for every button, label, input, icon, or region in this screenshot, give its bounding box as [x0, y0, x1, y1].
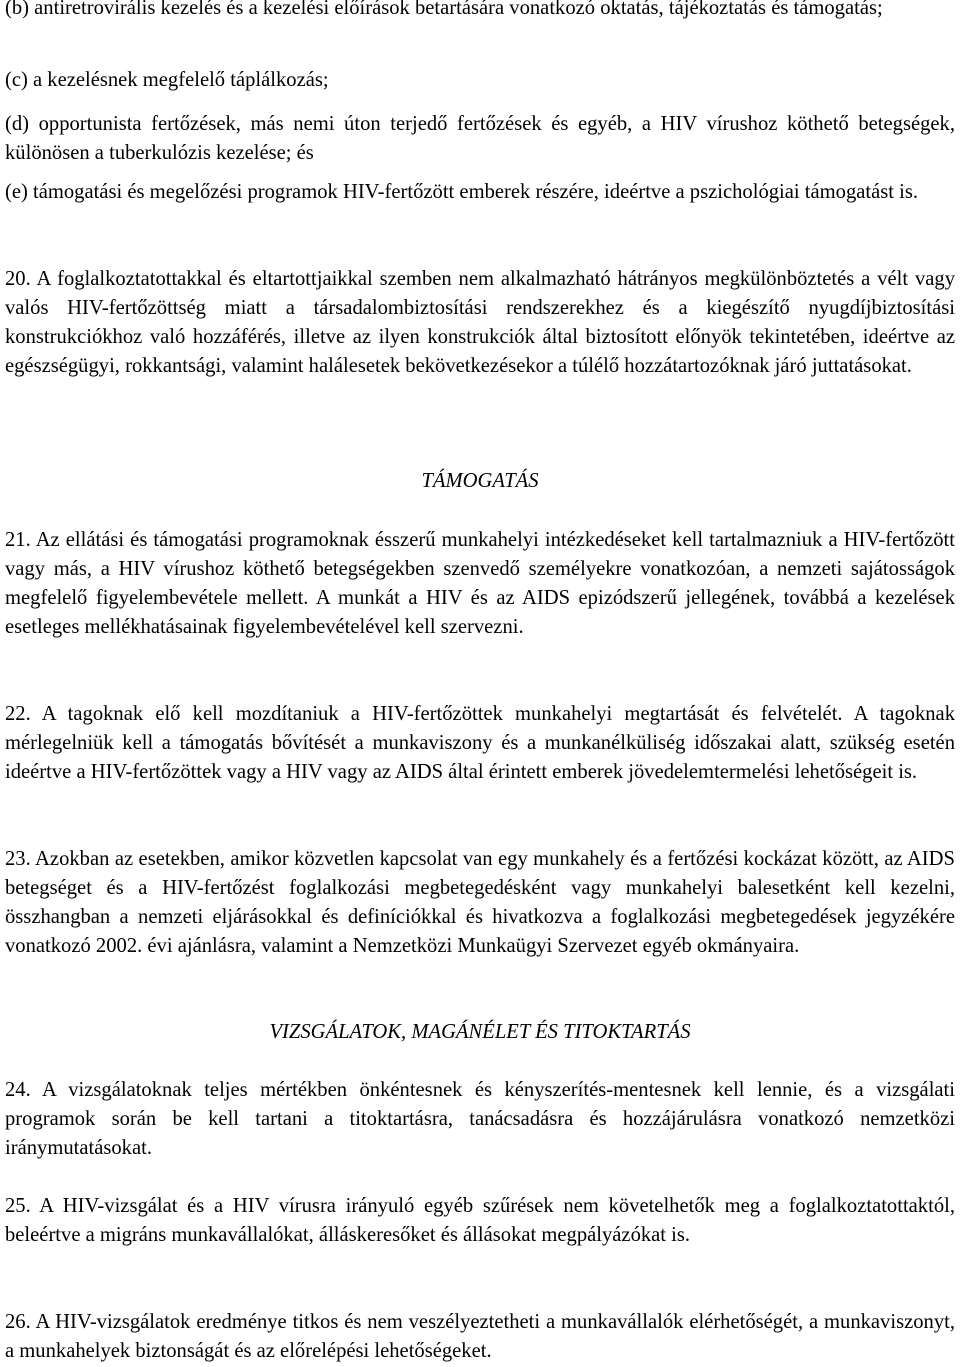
paragraph-20: 20. A foglalkoztatottakkal és eltartottjaikkal szemben nem alkalmazható hátrányos megkülönböztetés a vélt vagy valós HIV-fertőzöttség miatt a társadalombiztosítási rendszerekhez és a kiegészítő nyugdíjbiztosítási konstrukciókhoz való hozzáférés, illetve az ilyen konstrukciók által biztosított előnyök tekintetében, ideértve az egészségügyi, rokkantsági, valamint halálesetek bekövetkezésekor a túlélő hozzátartozóknak járó juttatásokat. [5, 268, 955, 377]
list-item-e: (e) támogatási és megelőzési programok HIV-fertőzött emberek részére, ideértve a pszichológiai támogatást is. [5, 181, 919, 203]
section-heading-support: TÁMOGATÁS [421, 470, 539, 492]
paragraph-25: 25. A HIV-vizsgálat és a HIV vírusra irányuló egyéb szűrések nem követelhetők meg a foglalkoztatottaktól, beleértve a migráns munkavállalókat, álláskeresőket és állásokat megpályázókat is. [5, 1195, 955, 1246]
list-item-c: (c) a kezelésnek megfelelő táplálkozás; [5, 69, 329, 91]
list-item-b: (b) antiretrovirális kezelés és a kezelési előírások betartására vonatkozó oktatás, tájékoztatás és támogatás; [5, 0, 883, 19]
paragraph-21: 21. Az ellátási és támogatási programoknak ésszerű munkahelyi intézkedéseket kell tartalmazniuk a HIV-fertőzött vagy más, a HIV vírushoz köthető betegségekben szenvedő személyekre vonatkozóan, a nemzeti sajátosságok megfelelő figyelembevétele mellett. A munkát a HIV és az AIDS epizódszerű jellegének, továbbá a kezelések esetleges mellékhatásainak figyelembevételével kell szervezni. [5, 529, 955, 638]
list-item-d: (d) opportunista fertőzések, más nemi úton terjedő fertőzések és egyéb, a HIV vírushoz köthető betegségek, különösen a tuberkulózis kezelése; és [5, 113, 955, 164]
paragraph-22: 22. A tagoknak elő kell mozdítaniuk a HIV-fertőzöttek munkahelyi megtartását és felvételét. A tagoknak mérlegelniük kell a támogatás bővítését a munkaviszony és a munkanélküliség időszakai alatt, szükség esetén ideértve a HIV-fertőzöttek vagy a HIV vagy az AIDS által érintett emberek jövedelemtermelési lehetőségeit is. [5, 703, 955, 783]
section-heading-testing-privacy: VIZSGÁLATOK, MAGÁNÉLET ÉS TITOKTARTÁS [269, 1021, 691, 1043]
paragraph-26: 26. A HIV-vizsgálatok eredménye titkos és nem veszélyeztetheti a munkavállalók elérhetőségét, a munkaviszonyt, a munkahelyek biztonságát és az előrelépési lehetőségeket. [5, 1311, 955, 1362]
paragraph-23: 23. Azokban az esetekben, amikor közvetlen kapcsolat van egy munkahely és a fertőzési kockázat között, az AIDS betegséget és a HIV-fertőzést foglalkozási megbetegedésként vagy munkahelyi balesetként kell kezelni, összhangban a nemzeti eljárásokkal és definíciókkal és hivatkozva a foglalkozási megbetegedések jegyzékére vonatkozó 2002. évi ajánlásra, valamint a Nemzetközi Munkaügyi Szervezet egyéb okmányaira. [5, 848, 955, 957]
paragraph-24: 24. A vizsgálatoknak teljes mértékben önkéntesnek és kényszerítés-mentesnek kell lennie, és a vizsgálati programok során be kell tartani a titoktartásra, tanácsadásra és hozzájárulásra vonatkozó nemzetközi iránymutatásokat. [5, 1079, 955, 1159]
